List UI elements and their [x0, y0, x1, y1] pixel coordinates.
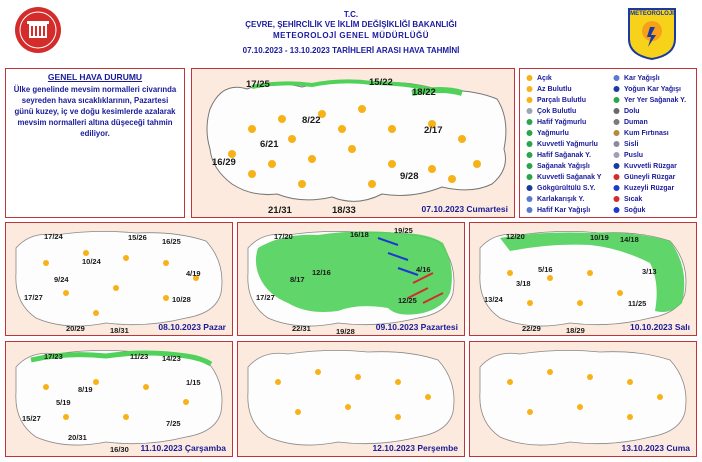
temp-label: 22/29 — [522, 324, 541, 333]
legend-label: Duman — [624, 118, 648, 126]
legend-label: Dolu — [624, 107, 640, 115]
temp-label: 12/16 — [312, 268, 331, 277]
thunderstorm-icon — [525, 184, 534, 192]
legend-item — [612, 173, 675, 181]
legend-label: Yağmurlu — [537, 129, 569, 137]
temp-label: 11/25 — [628, 299, 647, 308]
partly-cloudy-icon — [525, 96, 534, 104]
map-panel-day7 — [469, 341, 697, 457]
legend-item — [525, 151, 591, 159]
legend-label: Sisli — [624, 140, 639, 148]
legend-label: Kar Yağışlı — [624, 74, 660, 82]
sleet-icon — [525, 195, 534, 203]
temp-label: 10/19 — [590, 233, 609, 242]
hail-icon — [612, 107, 621, 115]
sun-cloud-icon — [525, 85, 534, 93]
general-weather-text: Ülke genelinde mevsim normalleri civarında seyreden hava sıcaklıklarının, Pazartesi günü kuzey, iç ve doğu kesimlerde azalarak mevsim normalleri altına düşeceği tahmin ediliyor. — [13, 85, 177, 138]
temp-label: 9/28 — [400, 171, 419, 182]
legend-label: Kuvvetli Yağmurlu — [537, 140, 598, 148]
legend-item — [612, 184, 674, 192]
legend-label: Kuvvetli Sağanak Y — [537, 173, 602, 181]
temp-label: 16/25 — [162, 237, 181, 246]
legend-item — [612, 206, 645, 214]
temp-label: 4/16 — [416, 265, 431, 274]
temp-label: 21/31 — [268, 205, 292, 216]
map-date: 08.10.2023 Pazar — [158, 322, 226, 332]
legend-label: Sağanak Yağışlı — [537, 162, 590, 170]
temp-label: 17/24 — [44, 232, 63, 241]
map-date: 11.10.2023 Çarşamba — [140, 443, 226, 453]
sandstorm-icon — [612, 129, 621, 137]
snow-icon — [612, 74, 621, 82]
temp-label: 17/25 — [246, 79, 270, 90]
header-forecast-range: 07.10.2023 - 13.10.2023 TARİHLERİ ARASI HAVA TAHMİNİ — [242, 46, 460, 55]
temp-label: 15/27 — [22, 414, 41, 423]
legend-label: Kuvvetli Rüzgar — [624, 162, 677, 170]
temp-label: 8/17 — [290, 275, 305, 284]
temp-label: 15/22 — [369, 77, 393, 88]
legend-label: Soğuk — [624, 206, 646, 214]
temp-label: 14/23 — [162, 354, 181, 363]
temp-label: 18/33 — [332, 205, 356, 216]
legend-label: Yoğun Kar Yağışı — [624, 85, 681, 93]
legend-label: Çok Bulutlu — [537, 107, 577, 115]
legend-item — [612, 85, 681, 93]
temp-label: 16/30 — [110, 445, 129, 454]
legend-item — [612, 129, 669, 137]
temp-label: 9/24 — [54, 275, 69, 284]
legend-label: Açık — [537, 74, 552, 82]
legend-item — [525, 74, 552, 82]
legend-item — [612, 118, 648, 126]
map-panel-day3 — [237, 222, 465, 336]
turkey-map-day7 — [470, 342, 697, 457]
temp-label: 8/19 — [78, 385, 93, 394]
light-rain-icon — [525, 118, 534, 126]
legend-item — [612, 140, 638, 148]
temp-label: 19/25 — [394, 226, 413, 235]
legend-item — [612, 74, 660, 82]
sun-icon — [525, 74, 534, 82]
turkey-map-main — [192, 69, 515, 218]
legend-item — [525, 129, 569, 137]
temp-label: 20/31 — [68, 433, 87, 442]
fog-icon — [612, 140, 621, 148]
temp-label: 19/28 — [336, 327, 355, 336]
legend-item — [525, 173, 601, 181]
temp-label: 11/23 — [130, 352, 149, 361]
temp-label: 3/13 — [642, 267, 657, 276]
light-shower-icon — [525, 151, 534, 159]
temp-label: 3/18 — [516, 279, 531, 288]
legend-label: Gökgürültülü S.Y. — [537, 184, 596, 192]
strong-wind-icon — [612, 162, 621, 170]
legend-item — [525, 85, 572, 93]
temp-label: 12/25 — [398, 296, 417, 305]
legend-label: Karlakarışık Y. — [537, 195, 585, 203]
legend-item — [525, 184, 595, 192]
map-panel-day6 — [237, 341, 465, 457]
temp-label: 8/22 — [302, 115, 321, 126]
shower-icon — [525, 162, 534, 170]
legend-item — [525, 162, 590, 170]
general-weather-title: GENEL HAVA DURUMU — [47, 72, 143, 82]
map-date: 10.10.2023 Salı — [629, 322, 690, 332]
header-tc: T.C. — [343, 10, 359, 19]
legend-label: Sıcak — [624, 195, 643, 203]
legend-label: Yer Yer Sağanak Y. — [624, 96, 687, 104]
legend-item — [525, 195, 584, 203]
hot-icon — [612, 195, 621, 203]
temp-label: 1/15 — [186, 378, 201, 387]
legend-item — [612, 162, 677, 170]
map-date: 09.10.2023 Pazartesi — [375, 322, 458, 332]
temp-label: 7/25 — [166, 419, 181, 428]
temp-label: 6/21 — [260, 139, 279, 150]
temp-label: 4/19 — [186, 269, 201, 278]
turkey-map-day2 — [6, 223, 233, 336]
legend-item — [612, 107, 640, 115]
map-panel-day2 — [5, 222, 233, 336]
weather-legend — [519, 68, 697, 218]
heavy-snow-icon — [612, 85, 621, 93]
legend-item — [612, 96, 686, 104]
temp-label: 16/29 — [212, 157, 236, 168]
temp-label: 20/29 — [66, 324, 85, 333]
temp-label: 17/27 — [24, 293, 43, 302]
legend-item — [525, 206, 590, 214]
south-wind-icon — [612, 173, 621, 181]
map-panel-day4 — [469, 222, 697, 336]
turkey-map-day5 — [6, 342, 233, 457]
legend-label: Hafif Kar Yağışlı — [537, 206, 591, 214]
legend-label: Az Bulutlu — [537, 85, 572, 93]
legend-label: Kuzeyli Rüzgar — [624, 184, 675, 192]
temp-label: 17/20 — [274, 232, 293, 241]
legend-item — [525, 107, 576, 115]
turkey-map-day3 — [238, 223, 465, 336]
heavy-shower-icon — [525, 173, 534, 181]
map-date: 12.10.2023 Perşembe — [372, 443, 458, 453]
turkey-map-day4 — [470, 223, 697, 336]
legend-item — [525, 96, 586, 104]
legend-item — [612, 151, 643, 159]
turkey-map-day6 — [238, 342, 465, 457]
legend-item — [525, 140, 598, 148]
legend-label: Puslu — [624, 151, 644, 159]
temp-label: 18/29 — [566, 326, 585, 335]
temp-label: 18/31 — [110, 326, 129, 335]
legend-label: Güneyli Rüzgar — [624, 173, 676, 181]
haze-icon — [612, 151, 621, 159]
meteoroloji-logo — [624, 5, 680, 61]
general-weather-box — [5, 68, 185, 218]
temp-label: 2/17 — [424, 125, 443, 136]
header-ministry: ÇEVRE, ŞEHİRCİLİK VE İKLİM DEĞİŞİKLİĞİ BAKANLIĞI — [245, 20, 457, 29]
temp-label: 12/20 — [506, 232, 525, 241]
light-snow-icon — [525, 206, 534, 214]
map-date: 07.10.2023 Cumartesi — [421, 204, 508, 214]
temp-label: 17/27 — [256, 293, 275, 302]
temp-label: 5/19 — [56, 398, 71, 407]
legend-label: Parçalı Bulutlu — [537, 96, 587, 104]
map-date: 13.10.2023 Cuma — [621, 443, 690, 453]
map-panel-main — [191, 68, 515, 218]
cold-icon — [612, 206, 621, 214]
temp-label: 16/18 — [350, 230, 369, 239]
map-panel-day5 — [5, 341, 233, 457]
scattered-shower-icon — [612, 96, 621, 104]
smoke-icon — [612, 118, 621, 126]
legend-item — [612, 195, 642, 203]
temp-label: 14/18 — [620, 235, 639, 244]
temp-label: 10/24 — [82, 257, 101, 266]
heavy-rain-icon — [525, 140, 534, 148]
temp-label: 18/22 — [412, 87, 436, 98]
temp-label: 22/31 — [292, 324, 311, 333]
temp-label: 5/16 — [538, 265, 553, 274]
rain-icon — [525, 129, 534, 137]
temp-label: 17/23 — [44, 352, 63, 361]
temp-label: 13/24 — [484, 295, 503, 304]
temp-label: 15/26 — [128, 233, 147, 242]
meteoroloji-logo-text: METEOROLOJİ — [630, 11, 674, 17]
north-wind-icon — [612, 184, 621, 192]
legend-item — [525, 118, 586, 126]
legend-label: Hafif Sağanak Y. — [537, 151, 591, 159]
header-directorate: METEOROLOJİ GENEL MÜDÜRLÜĞÜ — [272, 31, 430, 40]
cloud-icon — [525, 107, 534, 115]
temp-label: 10/28 — [172, 295, 191, 304]
legend-label: Hafif Yağmurlu — [537, 118, 587, 126]
legend-label: Kum Fırtınası — [624, 129, 669, 137]
